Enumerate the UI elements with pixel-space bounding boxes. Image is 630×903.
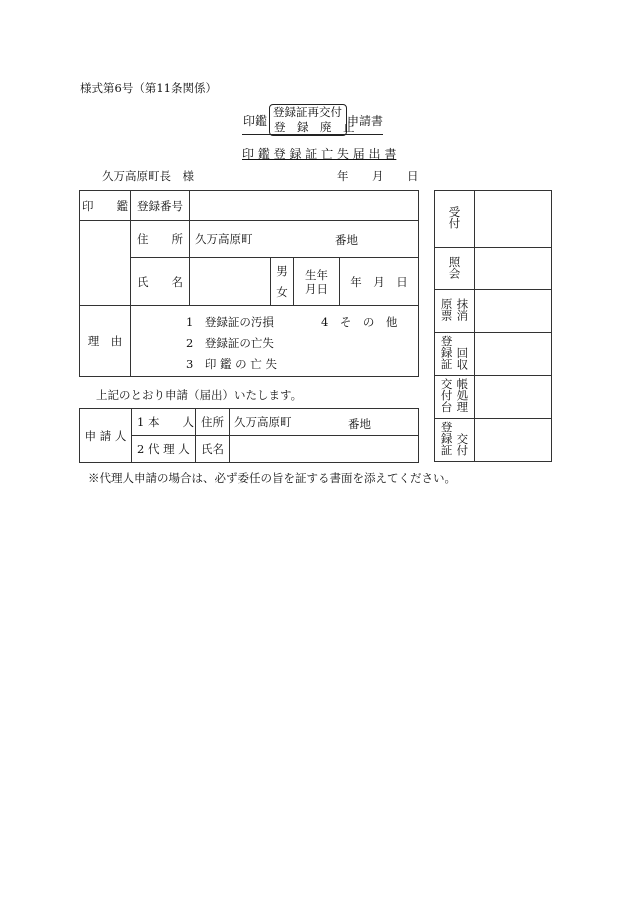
reason-label: 理 由 <box>80 306 131 377</box>
application-title: 申請書 <box>347 114 384 128</box>
address-label: 住 所 <box>131 221 190 258</box>
reg-no-label: 登録番号 <box>131 191 190 221</box>
office-massho-value[interactable] <box>475 290 552 333</box>
address-banchi: 番地 <box>335 233 358 247</box>
address-value: 久万高原町 <box>195 232 253 246</box>
applicant-label: 申 請 人 <box>80 409 132 463</box>
registrant-table <box>79 190 419 377</box>
birth-value[interactable]: 年 月 日 <box>340 258 419 306</box>
date-day: 日 <box>407 169 419 183</box>
address-field[interactable] <box>190 221 419 258</box>
office-uketsuke <box>435 191 475 248</box>
applicant-name-field[interactable] <box>230 436 419 463</box>
applicant-address-banchi: 番地 <box>348 417 371 431</box>
sex-female[interactable]: 女 <box>276 284 288 299</box>
office-kofu-value[interactable] <box>475 419 552 462</box>
inkan-title: 印鑑 <box>243 114 268 128</box>
note: ※代理人申請の場合は、必ず委任の旨を証する書面を添えてください。 <box>88 471 456 485</box>
office-kofu <box>435 419 475 462</box>
inkan-seal-area[interactable] <box>80 221 131 306</box>
date-month: 月 <box>372 169 384 183</box>
addressee: 久万高原町長 様 <box>102 169 194 183</box>
name-label: 氏 名 <box>131 258 190 306</box>
massho-label: 抹消 <box>455 298 470 321</box>
option-reissue: 登録証再交付 <box>273 105 342 119</box>
torokusho-label: 登録証 <box>439 335 454 370</box>
applicant-address-label: 住所 <box>196 409 230 436</box>
office-daicho <box>435 376 475 419</box>
office-kaishu-value[interactable] <box>475 333 552 376</box>
office-kaishu <box>435 333 475 376</box>
torokusho-label-2: 登録証 <box>439 421 454 456</box>
office-shokai <box>435 248 475 290</box>
office-daicho-value[interactable] <box>475 376 552 419</box>
office-shokai-value[interactable] <box>475 248 552 290</box>
inkan-label: 印 鑑 <box>80 191 131 221</box>
kofu-daicho-label: 交付台 <box>439 378 454 413</box>
reg-no-value[interactable] <box>190 191 419 221</box>
statement: 上記のとおり申請（届出）いたします。 <box>96 388 303 402</box>
kofu-label: 交付 <box>455 432 470 456</box>
sex-select[interactable] <box>271 258 294 306</box>
applicant-proxy[interactable]: 2 代 理 人 <box>132 436 196 463</box>
reason-item-2[interactable]: 2 登録証の亡失 <box>186 336 274 350</box>
office-uketsuke-value[interactable] <box>475 191 552 248</box>
reason-item-1[interactable]: 1 登録証の汚損 <box>186 315 274 329</box>
applicant-self[interactable]: 1 本 人 <box>132 409 196 436</box>
applicant-address-value: 久万高原町 <box>234 415 292 429</box>
subtitle: 印 鑑 登 録 証 亡 失 届 出 書 <box>242 147 397 161</box>
office-massho <box>435 290 475 333</box>
sex-male[interactable]: 男 <box>276 263 288 278</box>
reason-options <box>131 306 419 377</box>
genpyo-label: 原票 <box>439 298 454 321</box>
kaishu-label: 回収 <box>455 346 470 370</box>
form-number: 様式第6号（第11条関係） <box>80 81 217 95</box>
name-value[interactable] <box>190 258 271 306</box>
birth-label <box>294 258 340 306</box>
reason-item-4[interactable]: 4 そ の 他 <box>321 315 398 329</box>
uketsuke-label: 受付 <box>447 206 462 229</box>
option-abolish: 登 録 廃 止 <box>274 120 355 134</box>
birth-label-2: 月日 <box>305 281 328 296</box>
applicant-name-label: 氏名 <box>196 436 230 463</box>
reason-item-3[interactable]: 3 印 鑑 の 亡 失 <box>186 357 277 371</box>
applicant-table <box>79 408 419 463</box>
shokai-label: 照会 <box>447 255 462 279</box>
date-year: 年 <box>337 169 349 183</box>
applicant-address-field[interactable] <box>230 409 419 436</box>
birth-label-1: 生年 <box>305 267 328 282</box>
office-table <box>434 190 552 462</box>
cho-shori-label: 帳処理 <box>455 378 470 413</box>
title-underline <box>242 134 383 135</box>
